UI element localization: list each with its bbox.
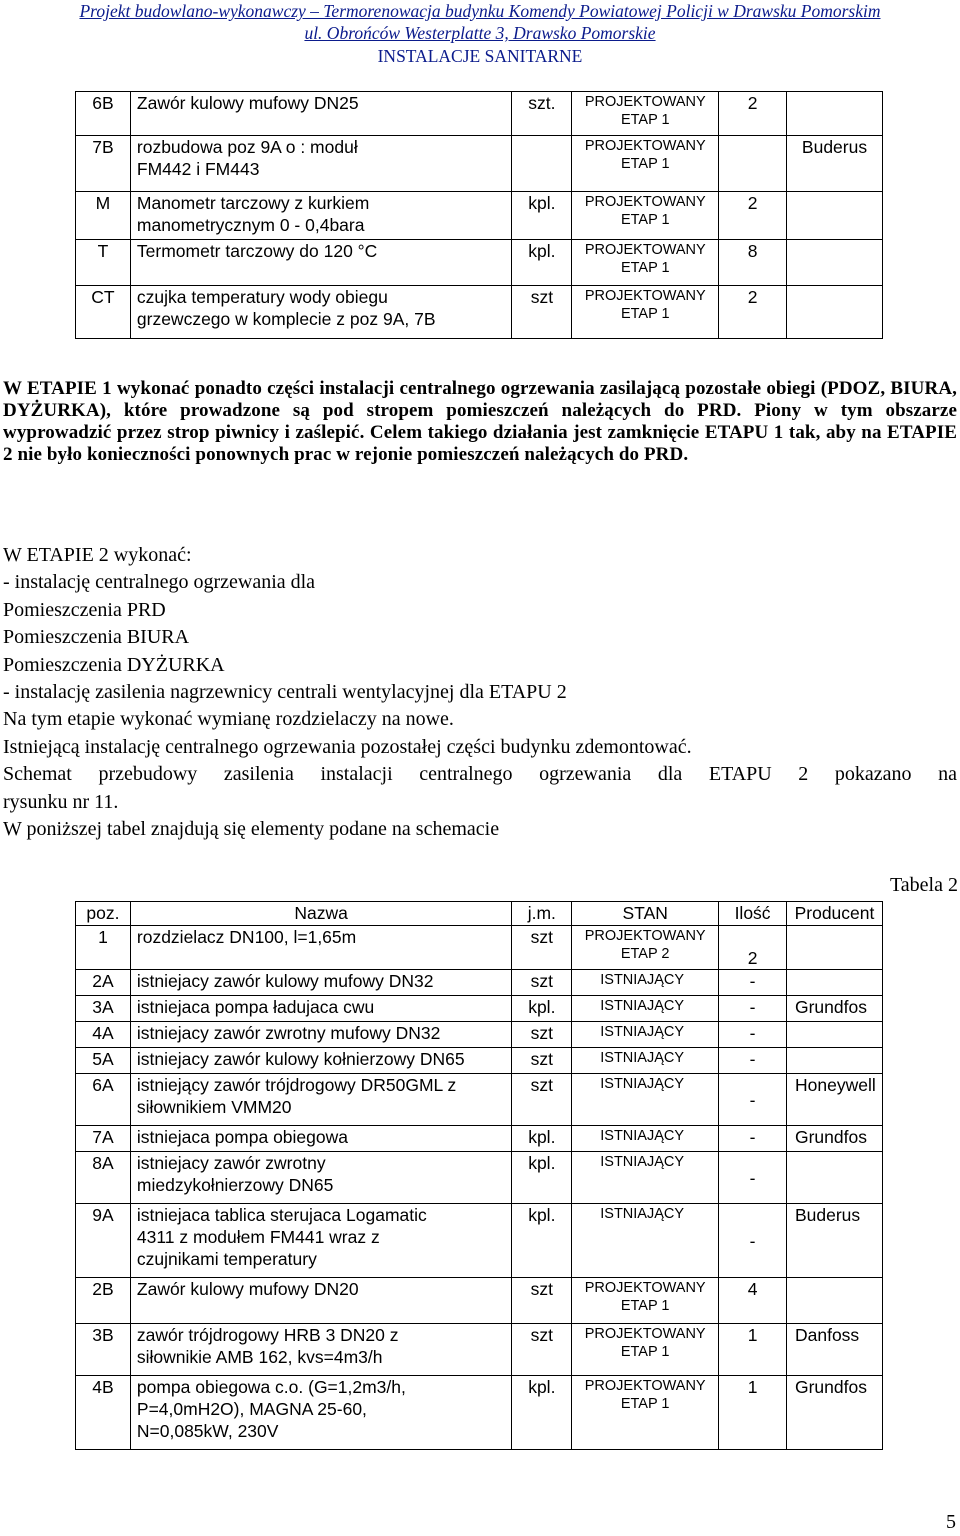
cell-ilosc: -	[719, 1204, 787, 1278]
etap1-note-paragraph: W ETAPIE 1 wykonać ponadto części instalacji centralnego ogrzewania zasilającą pozostałe obiegi (PDOZ, BIURA, DYŻURKA), które prowadzone są pod stropem pomieszczeń należących do PRD. Piony w tym obszarze wyprowadzić przez strop piwnicy i zaślepić. Celem takiego działania jest zamknięcie ETAPU 1 tak, aby na ETAPIE 2 nie było konieczności ponownych prac w rejonie pomieszczeń należących do PRD.	[3, 378, 957, 465]
equipment-table-1	[75, 91, 883, 339]
cell-producent	[786, 1152, 882, 1204]
stan-line: ETAP 2	[620, 946, 670, 962]
table-header-row	[76, 902, 883, 926]
stan-line: ETAP 1	[620, 156, 670, 172]
cell-poz: 9A	[76, 1204, 131, 1278]
etap2-item: - instalację centralnego ogrzewania dla	[3, 571, 316, 594]
table-row	[76, 1074, 883, 1126]
etap2-room: Pomieszczenia DYŻURKA	[3, 653, 225, 676]
header-project-title: Projekt budowlano-wykonawczy – Termorenowacja budynku Komendy Powiatowej Policji w Drawsku Pomorskim	[79, 1, 881, 21]
cell-ilosc: -	[719, 1074, 787, 1126]
cell-jm: kpl.	[512, 1152, 572, 1204]
stan-line: PROJEKTOWANY	[584, 928, 706, 944]
cell-jm: szt	[512, 1278, 572, 1324]
cell-ilosc: 1	[719, 1324, 787, 1376]
cell-jm: szt	[512, 286, 572, 339]
table-row	[76, 1324, 883, 1376]
cell-nazwa: istniejący zawór trójdrogowy DR50GML z siłownikiem VMM20	[130, 1074, 512, 1126]
cell-poz: 7B	[76, 136, 131, 192]
cell-jm: szt	[512, 1324, 572, 1376]
etap2-text: Schemat przebudowy zasilenia instalacji centralnego ogrzewania dla ETAPU 2 pokazano na	[3, 763, 957, 786]
cell-stan: ISTNIAJĄCY	[572, 1048, 719, 1074]
table-row	[76, 240, 883, 286]
cell-nazwa: istniejacy zawór zwrotny mufowy DN32	[130, 1022, 512, 1048]
cell-nazwa: Manometr tarczowy z kurkiem manometrycznym 0 - 0,4bara	[130, 192, 512, 240]
header-stan: STAN	[572, 902, 719, 926]
cell-ilosc: -	[719, 1152, 787, 1204]
cell-stan	[572, 92, 719, 136]
cell-producent: Grundfos	[786, 1126, 882, 1152]
stan-line: ETAP 1	[620, 1298, 670, 1314]
cell-nazwa: istniejaca tablica sterujaca Logamatic 4311 z modułem FM441 wraz z czujnikami temperatury	[130, 1204, 512, 1278]
cell-poz: 6A	[76, 1074, 131, 1126]
cell-stan: ISTNIAJĄCY	[572, 1074, 719, 1126]
cell-producent	[786, 926, 882, 970]
cell-nazwa: Zawór kulowy mufowy DN25	[130, 92, 512, 136]
page-number: 5	[946, 1511, 956, 1533]
header-nazwa: Nazwa	[130, 902, 512, 926]
cell-stan	[572, 136, 719, 192]
cell-nazwa: czujka temperatury wody obiegu grzewczego w komplecie z poz 9A, 7B	[130, 286, 512, 339]
cell-ilosc: 4	[719, 1278, 787, 1324]
cell-nazwa: Zawór kulowy mufowy DN20	[130, 1278, 512, 1324]
header-producent: Producent	[786, 902, 882, 926]
cell-jm: kpl.	[512, 1126, 572, 1152]
stan-line: PROJEKTOWANY	[584, 288, 706, 304]
cell-producent	[786, 1022, 882, 1048]
cell-jm: szt	[512, 970, 572, 996]
cell-ilosc: 8	[719, 240, 787, 286]
table-row	[76, 1022, 883, 1048]
cell-jm: kpl.	[512, 1376, 572, 1450]
cell-ilosc: 2	[719, 92, 787, 136]
cell-stan	[572, 286, 719, 339]
etap2-text: W poniższej tabel znajdują się elementy podane na schemacie	[3, 818, 500, 841]
table-row	[76, 192, 883, 240]
cell-jm: szt	[512, 926, 572, 970]
cell-nazwa: istniejaca pompa ładujaca cwu	[130, 996, 512, 1022]
cell-stan: ISTNIAJĄCY	[572, 970, 719, 996]
cell-producent	[786, 1048, 882, 1074]
cell-jm: kpl.	[512, 1204, 572, 1278]
cell-ilosc: -	[719, 1022, 787, 1048]
cell-stan	[572, 192, 719, 240]
stan-line: PROJEKTOWANY	[584, 138, 706, 154]
cell-nazwa: istniejacy zawór zwrotny miedzykołnierzowy DN65	[130, 1152, 512, 1204]
stan-line: PROJEKTOWANY	[584, 1280, 706, 1296]
cell-poz: M	[76, 192, 131, 240]
cell-nazwa: rozdzielacz DN100, l=1,65m	[130, 926, 512, 970]
cell-ilosc: 2	[719, 286, 787, 339]
cell-producent: Danfoss	[786, 1324, 882, 1376]
header-ilosc: Ilość	[719, 902, 787, 926]
header-jm: j.m.	[512, 902, 572, 926]
etap2-section	[3, 542, 957, 843]
cell-nazwa: pompa obiegowa c.o. (G=1,2m3/h, P=4,0mH2O), MAGNA 25-60, N=0,085kW, 230V	[130, 1376, 512, 1450]
etap2-text: rysunku nr 11.	[3, 790, 119, 813]
cell-ilosc: -	[719, 996, 787, 1022]
cell-poz: 8A	[76, 1152, 131, 1204]
cell-nazwa: zawór trójdrogowy HRB 3 DN20 z siłownikie AMB 162, kvs=4m3/h	[130, 1324, 512, 1376]
stan-line: ETAP 1	[620, 212, 670, 228]
cell-jm: kpl.	[512, 192, 572, 240]
cell-ilosc: 1	[719, 1376, 787, 1450]
etap2-heading: W ETAPIE 2 wykonać:	[3, 544, 192, 566]
cell-producent	[786, 1278, 882, 1324]
cell-poz: 3B	[76, 1324, 131, 1376]
cell-jm: kpl.	[512, 240, 572, 286]
header-poz: poz.	[76, 902, 131, 926]
table-row	[76, 1204, 883, 1278]
cell-poz: CT	[76, 286, 131, 339]
cell-ilosc: -	[719, 1126, 787, 1152]
cell-producent: Buderus	[786, 1204, 882, 1278]
table-row	[76, 92, 883, 136]
stan-line: ETAP 1	[620, 260, 670, 276]
table-caption: Tabela 2	[889, 874, 958, 896]
cell-stan	[572, 1278, 719, 1324]
cell-producent	[787, 92, 883, 136]
cell-stan: ISTNIAJĄCY	[572, 1204, 719, 1278]
cell-producent	[787, 240, 883, 286]
stan-line: PROJEKTOWANY	[584, 1378, 706, 1394]
stan-line: ETAP 1	[620, 112, 670, 128]
stan-line: PROJEKTOWANY	[584, 194, 706, 210]
header-address: ul. Obrońców Westerplatte 3, Drawsko Pomorskie	[304, 23, 656, 43]
etap2-item: - instalację zasilenia nagrzewnicy centrali wentylacyjnej dla ETAPU 2	[3, 681, 567, 704]
cell-poz: 1	[76, 926, 131, 970]
cell-ilosc	[719, 136, 787, 192]
table-row	[76, 1048, 883, 1074]
cell-nazwa: istniejaca pompa obiegowa	[130, 1126, 512, 1152]
stan-line: PROJEKTOWANY	[584, 94, 706, 110]
cell-stan: ISTNIAJĄCY	[572, 1152, 719, 1204]
cell-poz: 6B	[76, 92, 131, 136]
stan-line: ETAP 1	[620, 1344, 670, 1360]
table-row	[76, 286, 883, 339]
equipment-table-2	[75, 901, 883, 1450]
cell-stan: ISTNIAJĄCY	[572, 1126, 719, 1152]
cell-producent: Honeywell	[786, 1074, 882, 1126]
cell-producent: Buderus	[787, 136, 883, 192]
cell-producent: Grundfos	[786, 996, 882, 1022]
cell-poz: 2B	[76, 1278, 131, 1324]
cell-stan: ISTNIAJĄCY	[572, 1022, 719, 1048]
cell-ilosc: 2	[719, 192, 787, 240]
cell-poz: 3A	[76, 996, 131, 1022]
cell-stan: ISTNIAJĄCY	[572, 996, 719, 1022]
cell-poz: 4B	[76, 1376, 131, 1450]
cell-stan	[572, 926, 719, 970]
cell-poz: T	[76, 240, 131, 286]
etap2-room: Pomieszczenia BIURA	[3, 626, 190, 649]
cell-nazwa: Termometr tarczowy do 120 °C	[130, 240, 512, 286]
cell-jm: szt	[512, 1074, 572, 1126]
table-row	[76, 996, 883, 1022]
cell-stan	[572, 240, 719, 286]
table-row	[76, 1152, 883, 1204]
cell-nazwa: istniejacy zawór kulowy mufowy DN32	[130, 970, 512, 996]
cell-producent	[787, 286, 883, 339]
cell-producent: Grundfos	[786, 1376, 882, 1450]
cell-ilosc: -	[719, 1048, 787, 1074]
table-row	[76, 136, 883, 192]
cell-ilosc: -	[719, 970, 787, 996]
stan-line: PROJEKTOWANY	[584, 242, 706, 258]
header-section: INSTALACJE SANITARNE	[377, 46, 583, 66]
cell-poz: 7A	[76, 1126, 131, 1152]
stan-line: PROJEKTOWANY	[584, 1326, 706, 1342]
cell-producent	[786, 970, 882, 996]
cell-nazwa: istniejacy zawór kulowy kołnierzowy DN65	[130, 1048, 512, 1074]
cell-stan	[572, 1376, 719, 1450]
stan-line: ETAP 1	[620, 1396, 670, 1412]
cell-jm	[512, 136, 572, 192]
etap2-room: Pomieszczenia PRD	[3, 598, 166, 621]
cell-nazwa: rozbudowa poz 9A o : moduł FM442 i FM443	[130, 136, 512, 192]
cell-poz: 4A	[76, 1022, 131, 1048]
cell-stan	[572, 1324, 719, 1376]
etap2-text: Na tym etapie wykonać wymianę rozdzielaczy na nowe.	[3, 708, 454, 731]
cell-poz: 5A	[76, 1048, 131, 1074]
table-row	[76, 1278, 883, 1324]
cell-jm: szt	[512, 1022, 572, 1048]
cell-poz: 2A	[76, 970, 131, 996]
cell-producent	[787, 192, 883, 240]
cell-ilosc: 2	[719, 926, 787, 970]
cell-jm: szt.	[512, 92, 572, 136]
etap2-text: Istniejącą instalację centralnego ogrzewania pozostałej części budynku zdemontować.	[3, 735, 692, 758]
table-row	[76, 970, 883, 996]
table-row	[76, 926, 883, 970]
cell-jm: kpl.	[512, 996, 572, 1022]
cell-jm: szt	[512, 1048, 572, 1074]
table-row	[76, 1376, 883, 1450]
stan-line: ETAP 1	[620, 306, 670, 322]
table-row	[76, 1126, 883, 1152]
